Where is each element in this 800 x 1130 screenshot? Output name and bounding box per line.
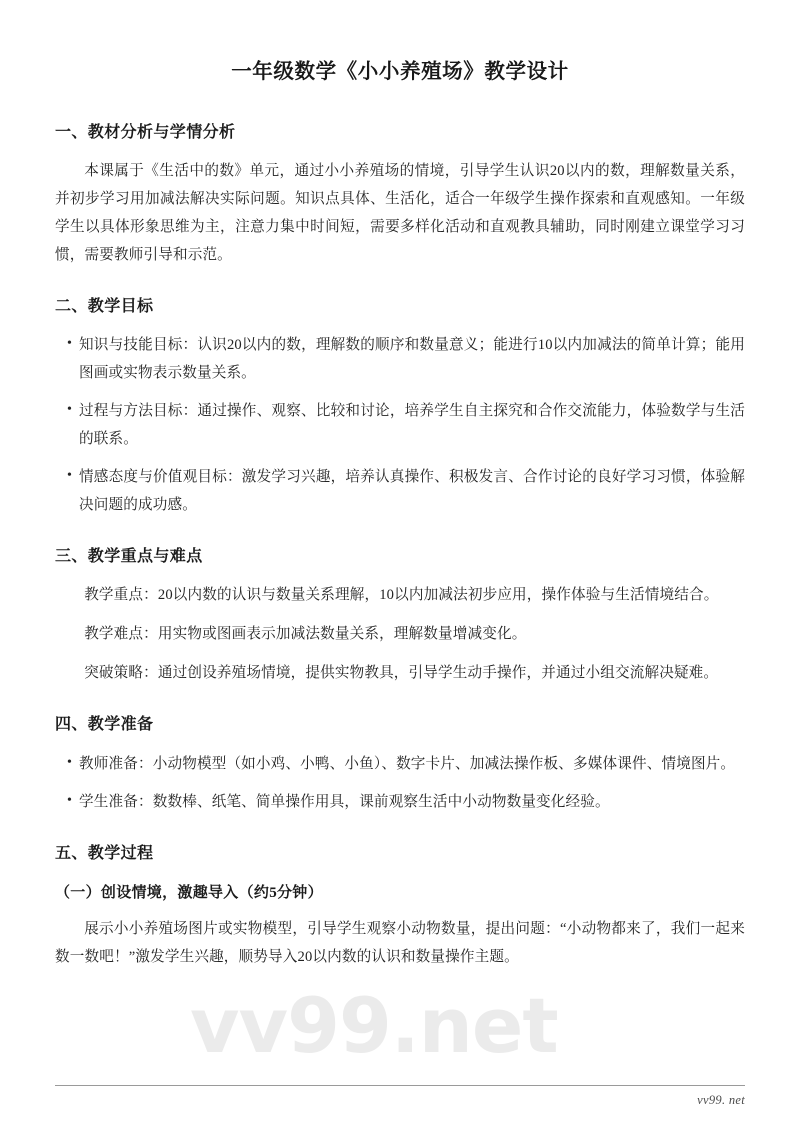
page-title: 一年级数学《小小养殖场》教学设计 <box>231 61 569 83</box>
list-item: • 教师准备：小动物模型（如小鸡、小鸭、小鱼）、数字卡片、加减法操作板、多媒体课件、情境图片。 <box>55 750 745 778</box>
objectives-list <box>55 331 745 519</box>
list-item: • 知识与技能目标：认识20以内的数，理解数的顺序和数量意义；能进行10以内加减法的简单计算；能用图画或实物表示数量关系。 <box>55 331 745 387</box>
list-item: • 情感态度与价值观目标：激发学习兴趣，培养认真操作、积极发言、合作讨论的良好学习习惯，体验解决问题的成功感。 <box>55 463 745 519</box>
section-teaching-process <box>55 842 745 971</box>
subsection-paragraph: 展示小小养殖场图片或实物模型，引导学生观察小动物数量，提出问题：“小动物都来了，我们一起来数一数吧！”激发学生兴趣，顺势导入20以内数的认识和数量操作主题。 <box>55 920 745 965</box>
footer-label: vv99. net <box>697 1093 745 1107</box>
footer-divider <box>55 1085 745 1086</box>
section-heading: 五、教学过程 <box>55 844 154 862</box>
section-heading: 三、教学重点与难点 <box>55 548 203 566</box>
watermark-text: vv99.net <box>190 981 558 1070</box>
list-item: • 过程与方法目标：通过操作、观察、比较和讨论，培养学生自主探究和合作交流能力，体验数学与生活的联系。 <box>55 397 745 453</box>
section-paragraph: 突破策略：通过创设养殖场情境，提供实物教具，引导学生动手操作，并通过小组交流解决疑难。 <box>84 665 719 682</box>
document-content <box>55 0 745 971</box>
section-heading: 一、教材分析与学情分析 <box>55 123 236 141</box>
section-heading: 二、教学目标 <box>55 297 154 315</box>
section-teaching-material-analysis <box>55 121 745 269</box>
section-paragraph: 本课属于《生活中的数》单元，通过小小养殖场的情境，引导学生认识20以内的数，理解数量关系，并初步学习用加减法解决实际问题。知识点具体、生活化，适合一年级学生操作探索和直观感知。一年级学生以具体形象思维为主，注意力集中时间短，需要多样化活动和直观教具辅助，同时刚建立课堂学习习惯，需要教师引导和示范。 <box>55 162 745 263</box>
preparation-list <box>55 750 745 816</box>
section-paragraph: 教学重点：20以内数的认识与数量关系理解，10以内加减法初步应用，操作体验与生活情境结合。 <box>84 587 719 604</box>
subsection-heading: （一）创设情境，激趣导入（约5分钟） <box>55 884 323 901</box>
page-footer <box>55 1085 745 1108</box>
section-teaching-objectives <box>55 295 745 519</box>
section-key-points-and-difficulties <box>55 545 745 687</box>
list-item: • 学生准备：数数棒、纸笔、简单操作用具，课前观察生活中小动物数量变化经验。 <box>55 788 745 816</box>
section-heading: 四、教学准备 <box>55 716 154 734</box>
section-paragraph: 教学难点：用实物或图画表示加减法数量关系，理解数量增减变化。 <box>84 626 527 643</box>
section-teaching-preparation <box>55 713 745 815</box>
